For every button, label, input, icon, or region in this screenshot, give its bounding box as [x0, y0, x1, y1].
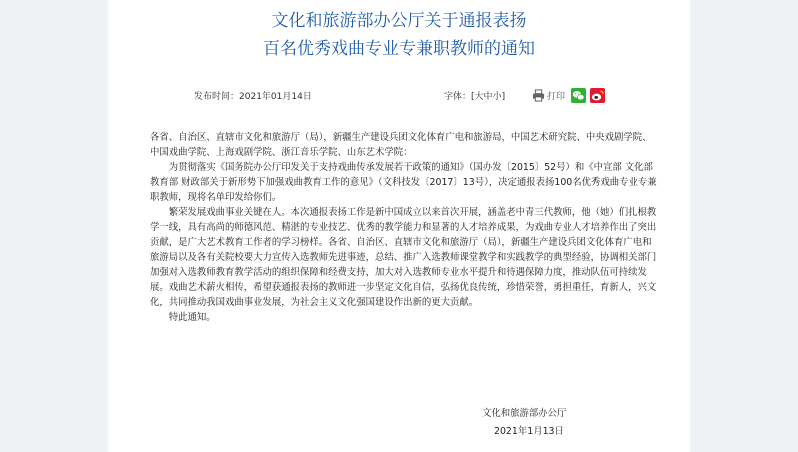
printer-icon[interactable]: [532, 89, 545, 102]
signature-date: 2021年1月13日: [494, 426, 564, 437]
closing-paragraph: 特此通知。: [168, 312, 216, 323]
publish-date-value: 2021年01月14日: [239, 92, 312, 102]
wechat-icon[interactable]: [571, 88, 586, 103]
font-size-label: 字体：: [444, 92, 472, 102]
font-size-bracket-close: ]: [501, 92, 506, 102]
font-size-medium[interactable]: 中: [483, 92, 493, 102]
font-size-bracket-open: [: [471, 92, 475, 102]
share-toolbar: [532, 87, 609, 103]
body-paragraph-2: 繁荣发展戏曲事业关键在人。本次通报表扬工作是新中国成立以来首次开展，涵盖老中青三代教师，他（她）们扎根教学一线，具有高尚的师德风范、精湛的专业技艺、优秀的教学能力和显著的人才培养成果，为戏曲专业人才培养作出了突出贡献，是广大艺术教育工作者的学习榜样。各省、自治区、直辖市文化和旅游厅（局），新疆生产建设兵团文化体育广电和旅游局以及各有关院校要大力宣传入选教师先进事迹，总结、推广入选教师课堂教学和实践教学的典型经验，协调相关部门加强对入选教师教育教学活动的组织保障和经费支持，加大对入选教师专业水平提升和待遇保障力度，推动队伍可持续发展。戏曲艺术薪火相传，希望获通报表扬的教师进一步坚定文化自信，弘扬优良传统，珍惜荣誉，勇担重任，育新人，兴文化，共同推动我国戏曲事业发展，为社会主义文化强国建设作出新的更大贡献。: [150, 207, 657, 308]
publish-date-label: 发布时间：: [194, 92, 240, 102]
signature-org: 文化和旅游部办公厅: [482, 408, 567, 419]
weibo-icon[interactable]: [590, 88, 605, 103]
print-button[interactable]: 打印: [547, 91, 566, 102]
article-page: [108, 0, 690, 452]
article-title-line2: 百名优秀戏曲专业专兼职教师的通知: [263, 39, 535, 59]
publish-date: [194, 89, 312, 102]
body-paragraph-1: 为贯彻落实《国务院办公厅印发关于支持戏曲传承发展若干政策的通知》（国办发〔2015〕52号）和《中宣部 文化部 教育部 财政部关于新形势下加强戏曲教育工作的意见》（文科技发〔2017〕13号），决定通报表扬100名优秀戏曲专业专兼职教师，现将名单印发给你们。: [150, 162, 657, 203]
font-size-large[interactable]: 大: [474, 92, 484, 102]
font-size-selector: [444, 89, 505, 102]
font-size-small[interactable]: 小: [492, 92, 502, 102]
salutation-paragraph: 各省、自治区、直辖市文化和旅游厅（局），新疆生产建设兵团文化体育广电和旅游局，中国艺术研究院、中央戏剧学院、中国戏曲学院、上海戏剧学院、浙江音乐学院、山东艺术学院：: [150, 132, 652, 158]
article-body: [150, 130, 660, 325]
article-title-line1: 文化和旅游部办公厅关于通报表扬: [271, 11, 527, 31]
